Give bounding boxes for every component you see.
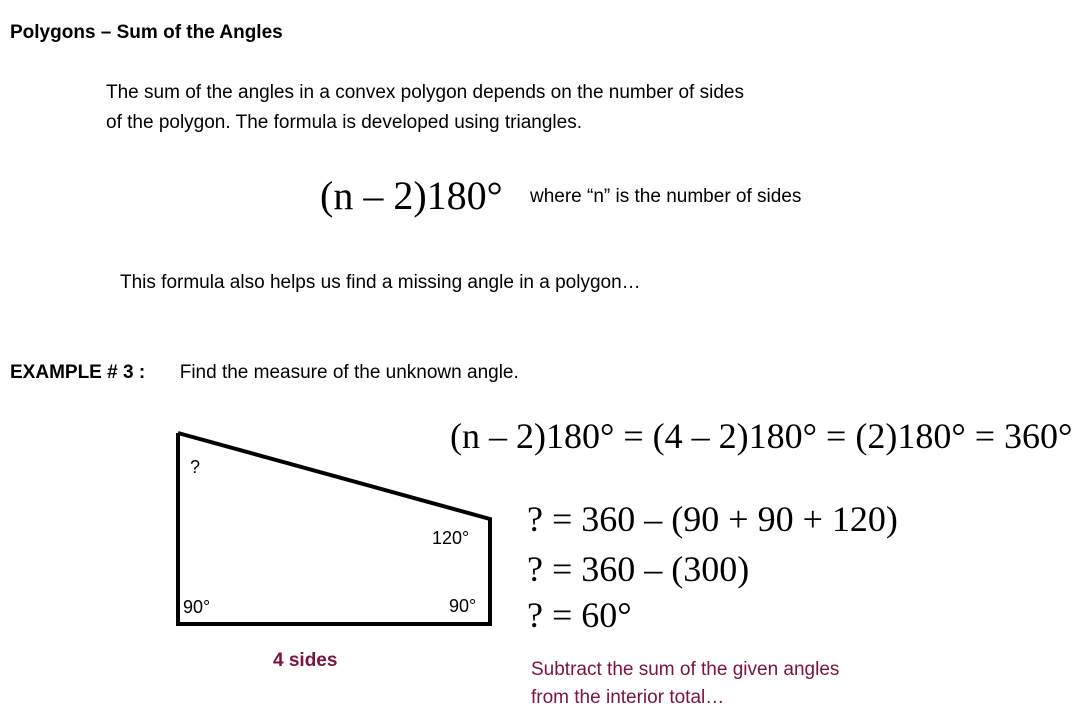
angle-120-label: 120° xyxy=(432,528,470,548)
angle-90-right-label: 90° xyxy=(449,596,477,616)
note-line-2: from the interior total… xyxy=(531,687,725,708)
unknown-angle-label: ? xyxy=(190,457,201,477)
slide-title: Polygons – Sum of the Angles xyxy=(10,22,283,43)
note-line-1: Subtract the sum of the given angles xyxy=(531,659,840,680)
intro-line-1: The sum of the angles in a convex polygon depends on the number of sides xyxy=(106,82,744,103)
subtract-note xyxy=(531,656,931,712)
formula-note: where “n” is the number of sides xyxy=(530,186,802,207)
intro-line-2: of the polygon. The formula is developed using triangles. xyxy=(106,112,583,133)
example-instruction: Find the measure of the unknown angle. xyxy=(179,362,519,383)
example-label: EXAMPLE # 3 : xyxy=(10,362,146,383)
work-line-1: ? = 360 – (90 + 90 + 120) xyxy=(527,499,898,539)
work-line-0: (n – 2)180° = (4 – 2)180° = (2)180° = 360° xyxy=(450,416,1072,456)
work-line-3: ? = 60° xyxy=(527,595,632,635)
sides-count-label: 4 sides xyxy=(273,650,338,671)
work-line-2: ? = 360 – (300) xyxy=(527,549,750,589)
missing-angle-text: This formula also helps us find a missing angle in a polygon… xyxy=(120,272,641,293)
angle-sum-formula: (n – 2)180° xyxy=(320,173,503,218)
angle-90-left-label: 90° xyxy=(183,597,211,617)
